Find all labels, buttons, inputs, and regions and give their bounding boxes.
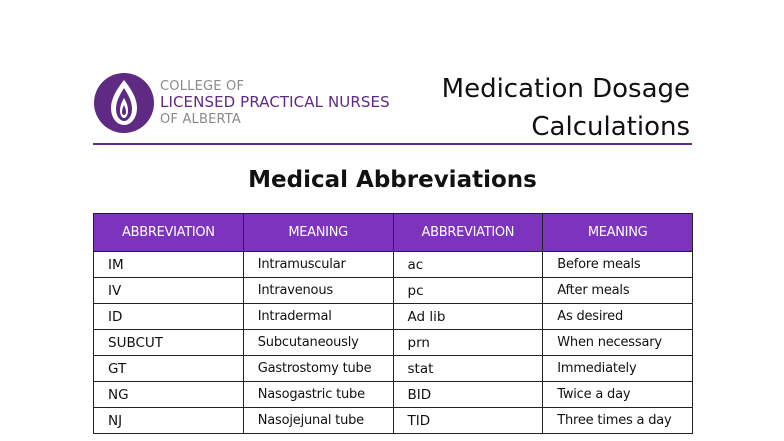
table-row	[94, 356, 693, 382]
header-divider	[93, 143, 692, 145]
org-name-line-2: LICENSED PRACTICAL NURSES	[160, 93, 390, 111]
meaning-cell: Intramuscular	[243, 252, 393, 278]
meaning-cell: Subcutaneously	[243, 330, 393, 356]
meaning-cell: Three times a day	[543, 408, 693, 434]
abbreviation-cell: NG	[94, 382, 244, 408]
section-title: Medical Abbreviations	[248, 167, 537, 193]
table-row	[94, 330, 693, 356]
meaning-cell: Gastrostomy tube	[243, 356, 393, 382]
table-row	[94, 382, 693, 408]
meaning-cell: Before meals	[543, 252, 693, 278]
clpna-emblem-icon	[93, 72, 155, 134]
abbreviation-cell: TID	[393, 408, 543, 434]
org-name-line-1: COLLEGE OF	[160, 79, 245, 94]
table-row	[94, 408, 693, 434]
meaning-cell: After meals	[543, 278, 693, 304]
abbreviations-table	[93, 213, 693, 434]
table-row	[94, 252, 693, 278]
abbreviation-cell: prn	[393, 330, 543, 356]
meaning-cell: Nasogastric tube	[243, 382, 393, 408]
abbreviation-cell: ac	[393, 252, 543, 278]
abbreviation-cell: ID	[94, 304, 244, 330]
abbreviation-cell: BID	[393, 382, 543, 408]
abbreviation-cell: pc	[393, 278, 543, 304]
meaning-cell: Twice a day	[543, 382, 693, 408]
column-header-meaning: MEANING	[243, 214, 393, 252]
document-title-line-1: Medication Dosage	[441, 74, 690, 104]
document-title-line-2: Calculations	[531, 112, 690, 142]
abbreviation-cell: SUBCUT	[94, 330, 244, 356]
meaning-cell: When necessary	[543, 330, 693, 356]
table-row	[94, 278, 693, 304]
meaning-cell: Immediately	[543, 356, 693, 382]
abbreviation-cell: NJ	[94, 408, 244, 434]
meaning-cell: Nasojejunal tube	[243, 408, 393, 434]
abbreviation-cell: IM	[94, 252, 244, 278]
meaning-cell: Intradermal	[243, 304, 393, 330]
table-header-row	[94, 214, 693, 252]
table-row	[94, 304, 693, 330]
document-title	[390, 70, 690, 146]
column-header-abbreviation: ABBREVIATION	[94, 214, 244, 252]
column-header-meaning: MEANING	[543, 214, 693, 252]
meaning-cell: As desired	[543, 304, 693, 330]
abbreviation-cell: stat	[393, 356, 543, 382]
meaning-cell: Intravenous	[243, 278, 393, 304]
column-header-abbreviation: ABBREVIATION	[393, 214, 543, 252]
org-logo	[93, 70, 390, 134]
abbreviation-cell: IV	[94, 278, 244, 304]
org-name-line-3: OF ALBERTA	[160, 112, 242, 127]
abbreviation-cell: Ad lib	[393, 304, 543, 330]
abbreviation-cell: GT	[94, 356, 244, 382]
